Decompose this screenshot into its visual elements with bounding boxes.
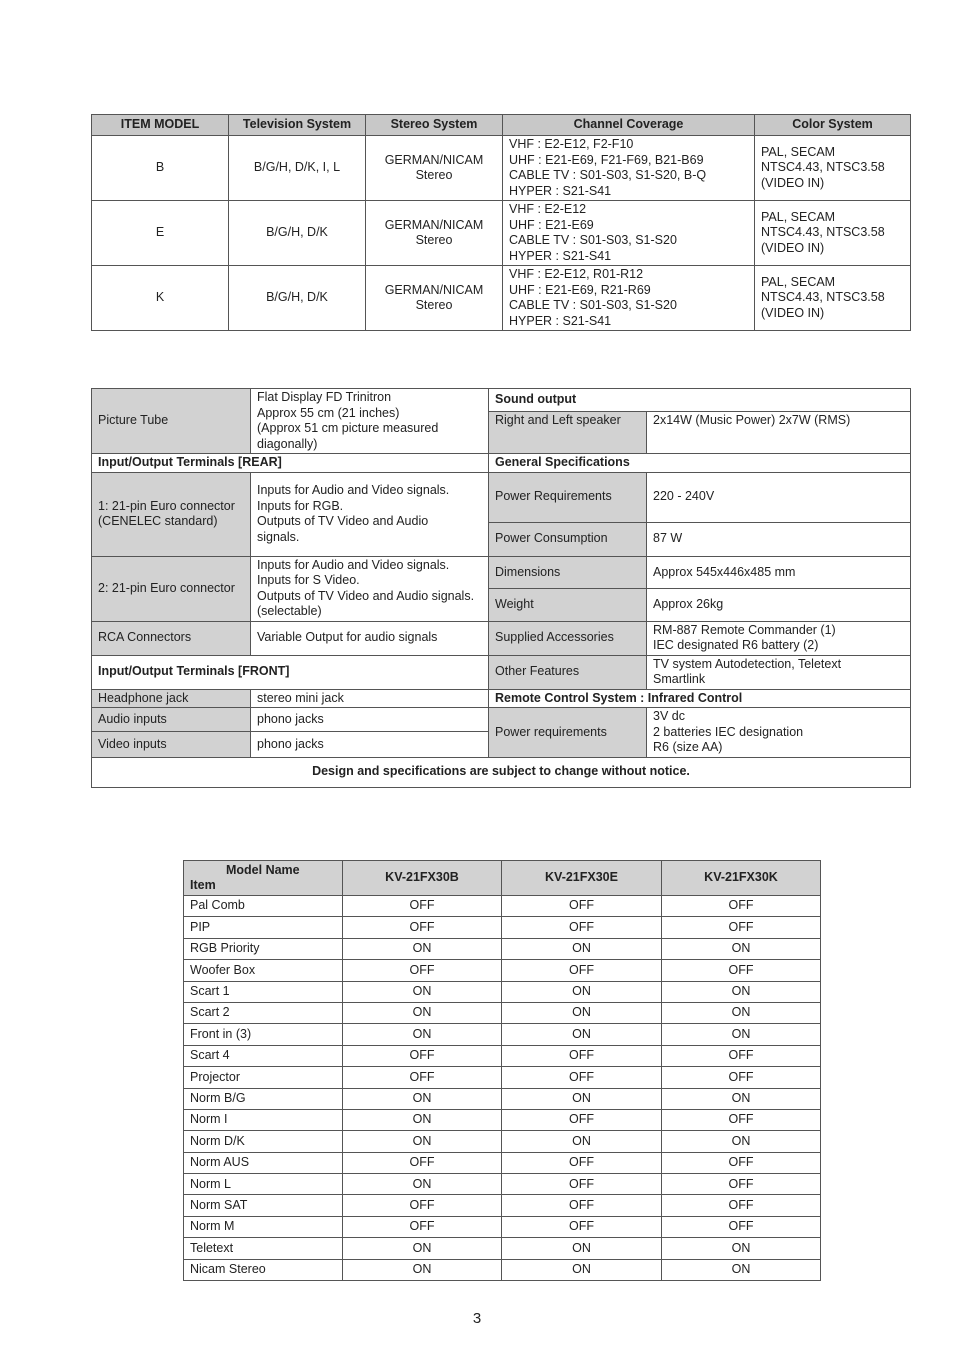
feature-value: OFF [502,1152,662,1173]
table-row [92,556,911,589]
table-row [184,1259,821,1280]
feature-value: ON [662,1024,821,1045]
header-item: Item [190,878,216,892]
color-system: PAL, SECAM NTSC4.43, NTSC3.58 (VIDEO IN) [755,266,911,331]
euro-connector-2-value: Inputs for Audio and Video signals. Inputs for S Video. Outputs of TV Video and Audio signals. (selectable) [251,556,489,621]
stereo-system: GERMAN/NICAM Stereo [366,136,503,201]
table-row [184,1088,821,1109]
general-specs-header: General Specifications [489,454,911,473]
remote-power-label: Power requirements [489,708,647,758]
feature-value: ON [662,1131,821,1152]
feature-value: ON [662,1002,821,1023]
headphone-jack-value: stereo mini jack [251,689,489,708]
feature-value: ON [343,1259,502,1280]
feature-value: OFF [343,1152,502,1173]
table-row [184,960,821,981]
feature-value: OFF [662,1216,821,1237]
table-row [184,1109,821,1130]
speaker-label: Right and Left speaker [489,411,647,453]
feature-item: Scart 2 [184,1002,343,1023]
feature-value: OFF [343,1216,502,1237]
weight-label: Weight [489,589,647,622]
header-model-b: KV-21FX30B [343,861,502,896]
feature-item: Norm B/G [184,1088,343,1109]
feature-value: OFF [343,917,502,938]
header-television-system: Television System [229,115,366,136]
feature-item: Norm SAT [184,1195,343,1216]
feature-value: OFF [662,1174,821,1195]
feature-value: ON [502,1131,662,1152]
feature-item: PIP [184,917,343,938]
feature-value: ON [343,1109,502,1130]
other-features-label: Other Features [489,655,647,689]
feature-value: OFF [662,917,821,938]
table-row [92,689,911,708]
feature-value: ON [502,1259,662,1280]
feature-value: OFF [502,960,662,981]
dimensions-label: Dimensions [489,556,647,589]
table-row [184,938,821,959]
speaker-value: 2x14W (Music Power) 2x7W (RMS) [647,411,911,453]
feature-item: Projector [184,1067,343,1088]
feature-value: OFF [502,1174,662,1195]
feature-value: ON [502,1088,662,1109]
other-features-value: TV system Autodetection, Teletext Smartlink [647,655,911,689]
table-row [184,1152,821,1173]
power-consumption-value: 87 W [647,522,911,556]
header-stereo-system: Stereo System [366,115,503,136]
feature-value: OFF [662,1045,821,1066]
feature-value: OFF [343,1045,502,1066]
feature-value: OFF [662,896,821,917]
power-requirements-label: Power Requirements [489,472,647,522]
feature-value: OFF [662,1195,821,1216]
feature-item: Norm D/K [184,1131,343,1152]
feature-value: OFF [343,1067,502,1088]
feature-value: OFF [662,1152,821,1173]
table-row [184,1216,821,1237]
table-row [184,1174,821,1195]
feature-value: ON [502,1002,662,1023]
table-row [92,266,911,331]
table-row [184,1045,821,1066]
feature-item: Teletext [184,1238,343,1259]
feature-value: ON [502,1024,662,1045]
feature-value: OFF [502,917,662,938]
table-row [184,1131,821,1152]
table-row [92,621,911,655]
dimensions-value: Approx 545x446x485 mm [647,556,911,589]
page-number: 3 [472,1310,482,1327]
feature-value: ON [343,981,502,1002]
rca-connectors-value: Variable Output for audio signals [251,621,489,655]
feature-value: ON [343,1131,502,1152]
feature-value: ON [343,938,502,959]
table-row [92,454,911,473]
model-feature-table [183,860,821,1281]
picture-tube-label: Picture Tube [92,389,251,454]
television-system: B/G/H, D/K [229,201,366,266]
euro-connector-1-label: 1: 21-pin Euro connector (CENELEC standard) [92,472,251,556]
color-system: PAL, SECAM NTSC4.43, NTSC3.58 (VIDEO IN) [755,201,911,266]
feature-value: OFF [502,896,662,917]
item-model: B [92,136,229,201]
table-row [184,917,821,938]
feature-value: OFF [502,1216,662,1237]
feature-item: Woofer Box [184,960,343,981]
table-row [92,389,911,412]
supplied-accessories-label: Supplied Accessories [489,621,647,655]
feature-value: OFF [502,1109,662,1130]
feature-item: Pal Comb [184,896,343,917]
feature-item: Norm M [184,1216,343,1237]
feature-item: Scart 1 [184,981,343,1002]
feature-value: OFF [662,1067,821,1088]
euro-connector-2-label: 2: 21-pin Euro connector [92,556,251,621]
feature-value: ON [343,1088,502,1109]
table-row [184,1195,821,1216]
header-color-system: Color System [755,115,911,136]
feature-value: OFF [662,960,821,981]
table-row [92,757,911,787]
table-row [92,655,911,689]
rca-connectors-label: RCA Connectors [92,621,251,655]
feature-value: ON [662,938,821,959]
feature-item: Norm AUS [184,1152,343,1173]
television-system: B/G/H, D/K [229,266,366,331]
header-item-model: ITEM MODEL [92,115,229,136]
feature-item: Norm I [184,1109,343,1130]
feature-value: OFF [343,896,502,917]
table-row [184,981,821,1002]
picture-tube-value: Flat Display FD Trinitron Approx 55 cm (21 inches) (Approx 51 cm picture measured diagonally) [251,389,489,454]
table1-header-row [92,115,911,136]
stereo-system: GERMAN/NICAM Stereo [366,266,503,331]
io-rear-header: Input/Output Terminals [REAR] [92,454,489,473]
feature-value: ON [343,1024,502,1045]
header-model-e: KV-21FX30E [502,861,662,896]
table-row [184,896,821,917]
table-row [184,1024,821,1045]
audio-inputs-value: phono jacks [251,708,489,732]
video-inputs-value: phono jacks [251,732,489,757]
table-row [184,1002,821,1023]
io-front-header: Input/Output Terminals [FRONT] [92,655,489,689]
power-consumption-label: Power Consumption [489,522,647,556]
feature-value: ON [662,981,821,1002]
feature-item: Norm L [184,1174,343,1195]
table-row [184,1238,821,1259]
channel-coverage: VHF : E2-E12, R01-R12 UHF : E21-E69, R21-R69 CABLE TV : S01-S03, S1-S20 HYPER : S21-S41 [503,266,755,331]
color-system: PAL, SECAM NTSC4.43, NTSC3.58 (VIDEO IN) [755,136,911,201]
sound-output-header: Sound output [489,389,911,412]
feature-value: ON [343,1238,502,1259]
table-row [184,1067,821,1088]
feature-item: Nicam Stereo [184,1259,343,1280]
feature-value: OFF [502,1045,662,1066]
specifications-table [91,388,911,788]
weight-value: Approx 26kg [647,589,911,622]
header-model-name: Model Name [226,862,300,877]
feature-value: ON [502,938,662,959]
feature-value: ON [343,1002,502,1023]
remote-power-value: 3V dc 2 batteries IEC designation R6 (size AA) [647,708,911,758]
feature-value: ON [502,981,662,1002]
feature-value: OFF [502,1195,662,1216]
stereo-system: GERMAN/NICAM Stereo [366,201,503,266]
television-system: B/G/H, D/K, I, L [229,136,366,201]
power-requirements-value: 220 - 240V [647,472,911,522]
feature-value: ON [662,1238,821,1259]
euro-connector-1-value: Inputs for Audio and Video signals. Inputs for RGB. Outputs of TV Video and Audio signals. [251,472,489,556]
headphone-jack-label: Headphone jack [92,689,251,708]
feature-item: Scart 4 [184,1045,343,1066]
feature-value: ON [502,1238,662,1259]
table-row [92,472,911,522]
table3-header-row [184,861,821,896]
remote-control-header: Remote Control System : Infrared Control [489,689,911,708]
feature-value: ON [662,1259,821,1280]
video-inputs-label: Video inputs [92,732,251,757]
model-system-table [91,114,911,331]
audio-inputs-label: Audio inputs [92,708,251,732]
item-model: E [92,201,229,266]
table-row [92,708,911,732]
feature-value: OFF [662,1109,821,1130]
header-model-item [184,861,343,896]
feature-value: OFF [343,1195,502,1216]
specs-disclaimer: Design and specifications are subject to change without notice. [92,757,911,787]
header-channel-coverage: Channel Coverage [503,115,755,136]
table-row [92,201,911,266]
channel-coverage: VHF : E2-E12, F2-F10 UHF : E21-E69, F21-F69, B21-B69 CABLE TV : S01-S03, S1-S20, B-Q HYPER : S21-S41 [503,136,755,201]
header-model-k: KV-21FX30K [662,861,821,896]
item-model: K [92,266,229,331]
feature-value: OFF [343,960,502,981]
feature-value: ON [343,1174,502,1195]
channel-coverage: VHF : E2-E12 UHF : E21-E69 CABLE TV : S01-S03, S1-S20 HYPER : S21-S41 [503,201,755,266]
feature-item: Front in (3) [184,1024,343,1045]
feature-value: ON [662,1088,821,1109]
feature-item: RGB Priority [184,938,343,959]
feature-value: OFF [502,1067,662,1088]
table-row [92,136,911,201]
supplied-accessories-value: RM-887 Remote Commander (1) IEC designated R6 battery (2) [647,621,911,655]
